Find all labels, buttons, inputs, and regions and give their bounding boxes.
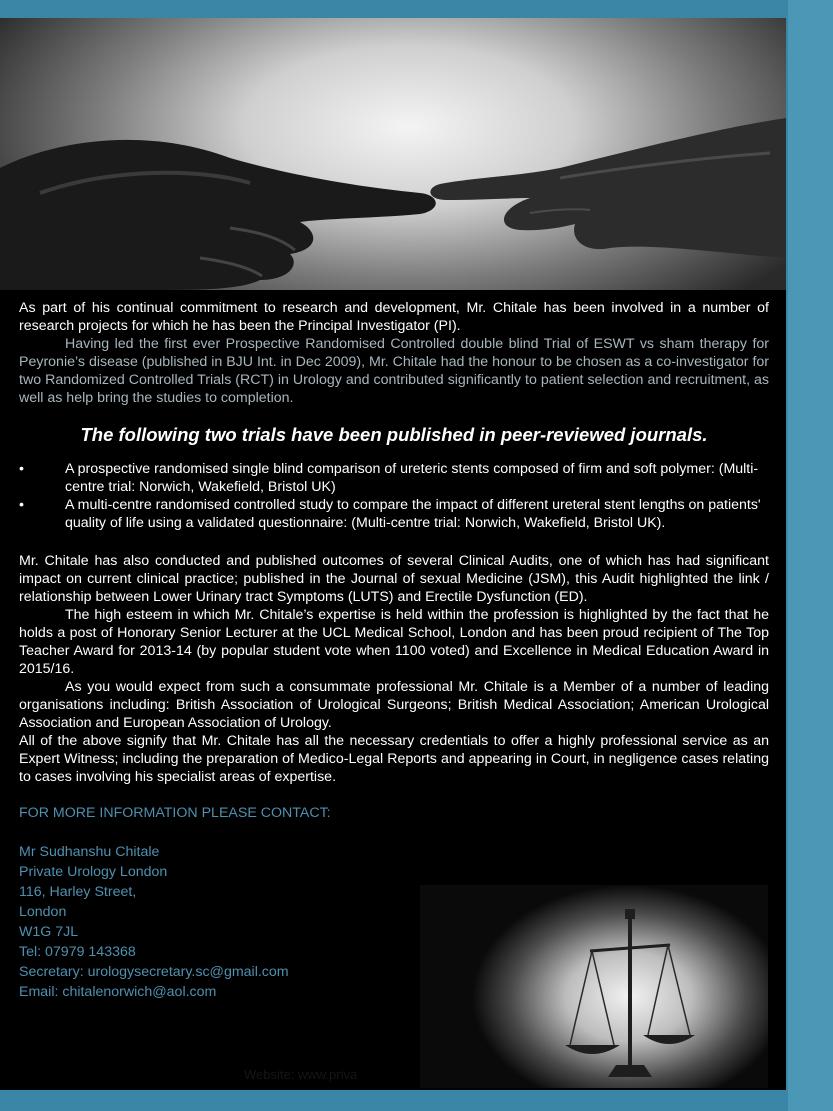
contact-secretary-email: Secretary: urologysecretary.sc@gmail.com — [19, 964, 289, 980]
bullet-icon: • — [19, 461, 24, 477]
credentials-paragraph: All of the above signify that Mr. Chitale has all the necessary credentials to offer a highly professional service as an Expert Witness; including the preparation of Medico-Legal Reports and appearing in Court, in negligence cases relating to cases involving his specialist areas of expertise. — [19, 733, 769, 785]
page-panel — [0, 18, 786, 1090]
contact-name: Mr Sudhanshu Chitale — [19, 844, 160, 860]
contact-heading: FOR MORE INFORMATION PLEASE CONTACT: — [19, 805, 331, 821]
contact-city: London — [19, 904, 67, 920]
trial-text: A multi-centre randomised controlled study to compare the impact of different ureteral stent lengths on patients' quality of life using a validated questionnaire: (Multi-centre trial: Norwich, Wakefield, Bristol UK). — [65, 497, 761, 531]
contact-practice: Private Urology London — [19, 864, 168, 880]
scales-of-justice-image — [420, 885, 768, 1088]
membership-paragraph: As you would expect from such a consummate professional Mr. Chitale is a Member of a number of leading organisations including: British Association of Urological Surgeons; British Medical Association; American Urological Association and European Association of Urology. — [19, 679, 769, 731]
trials-heading: The following two trials have been published in peer-reviewed journals. — [80, 424, 708, 445]
contact-email: Email: chitalenorwich@aol.com — [19, 984, 217, 1000]
esteem-paragraph: The high esteem in which Mr. Chitale’s expertise is held within the profession is highlighted by the fact that he holds a post of Honorary Senior Lecturer at the UCL Medical School, London and has been proud recipient of The Top Teacher Award for 2013-14 (by popular student vote when 1100 voted) and Excellence in Medical Education Award in 2015/16. — [19, 607, 769, 677]
touching-fingers-image — [0, 18, 786, 290]
intro-paragraph-1: As part of his continual commitment to research and development, Mr. Chitale has been involved in a number of research projects for which he has been the Principal Investigator (PI). — [19, 300, 769, 334]
list-item — [19, 460, 769, 496]
contact-phone: Tel: 07979 143368 — [19, 944, 136, 960]
trials-list — [19, 460, 769, 532]
bullet-icon: • — [19, 497, 24, 513]
contact-street: 116, Harley Street, — [19, 884, 137, 900]
intro-paragraph-2: Having led the first ever Prospective Randomised Controlled double blind Trial of ESWT vs sham therapy for Peyronie’s disease (published in BJU Int. in Dec 2009), Mr. Chitale had the honour to be chosen as a co-investigator for two Randomized Controlled Trials (RCT) in Urology and contributed significantly to patient selection and recruitment, as well as help bring the studies to completion. — [19, 336, 769, 406]
contact-postcode: W1G 7JL — [19, 924, 79, 940]
audit-paragraph: Mr. Chitale has also conducted and published outcomes of several Clinical Audits, one of which has had significant impact on current clinical practice; published in the Journal of sexual Medicine (JSM), this Audit highlighted the link / relationship between Lower Urinary tract Symptoms (LUTS) and Erectile Dysfunction (ED). — [19, 553, 769, 605]
list-item — [19, 496, 769, 532]
trial-text: A prospective randomised single blind comparison of ureteric stents composed of firm and soft polymer: (Multi-centre trial: Norwich, Wakefield, Bristol UK) — [65, 461, 759, 495]
right-border-strip — [788, 0, 833, 1111]
website-text: Website: www.priva — [244, 1067, 358, 1082]
